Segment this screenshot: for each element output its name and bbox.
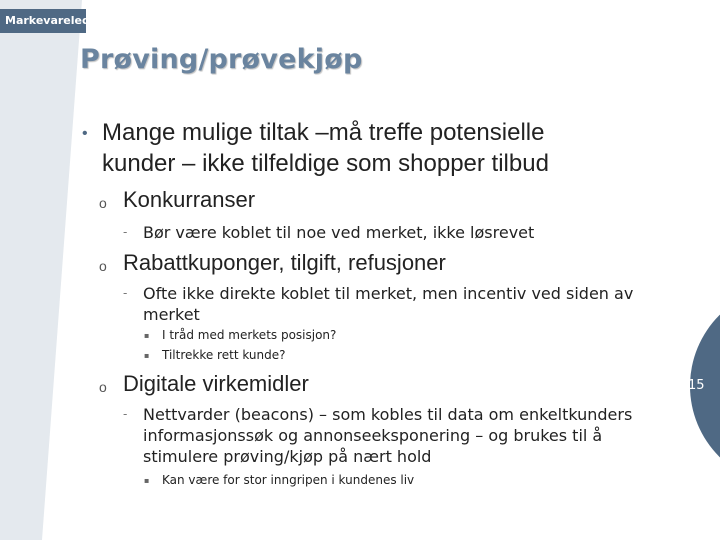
rabatt-marker: o (99, 258, 107, 274)
rabatt-text: Rabattkuponger, tilgift, refusjoner (123, 250, 446, 275)
digitale-sub-line-3: stimulere prøving/kjøp på nært hold (143, 447, 432, 466)
rabatt-subsub-bullet-2 (144, 347, 286, 363)
digitale-bullet (99, 371, 309, 397)
main-bullet-marker: • (82, 125, 88, 142)
digitale-sub-bullet (123, 404, 633, 467)
konkurranser-bullet (99, 187, 256, 213)
digitale-subsub-marker-1: ▪ (144, 476, 150, 485)
konkurranser-text: Konkurranser (123, 187, 256, 212)
digitale-sub-line-2: informasjonssøk og annonseeksponering – og brukes til å (143, 426, 603, 445)
konkurranser-sub-marker: - (123, 225, 128, 239)
main-bullet-line-2: kunder – ikke tilfeldige som shopper tilbud (102, 150, 549, 177)
digitale-subsub-bullet-1 (144, 472, 415, 488)
digitale-sub-marker: - (123, 407, 128, 421)
rabatt-sub-bullet (123, 283, 634, 325)
page-title: Prøving/prøvekjøp (80, 44, 363, 75)
rabatt-subsub-marker-1: ▪ (144, 331, 150, 340)
konkurranser-sub-bullet (123, 222, 535, 243)
rabatt-sub-line-1: Ofte ikke direkte koblet til merket, men incentiv ved siden av (143, 284, 634, 303)
digitale-marker: o (99, 379, 107, 395)
main-bullet-line-1: Mange mulige tiltak –må treffe potensielle (102, 119, 545, 146)
rabatt-subsub-marker-2: ▪ (144, 351, 150, 360)
rabatt-sub-line-2: merket (143, 305, 200, 324)
page-number: 15 (688, 378, 705, 393)
rabatt-subsub-text-1: I tråd med merkets posisjon? (162, 328, 337, 342)
konkurranser-marker: o (99, 195, 107, 211)
rabatt-sub-marker: - (123, 286, 128, 300)
digitale-sub-line-1: Nettvarder (beacons) – som kobles til data om enkeltkunders (143, 405, 633, 424)
digitale-text: Digitale virkemidler (123, 371, 309, 396)
konkurranser-sub-text: Bør være koblet til noe ved merket, ikke løsrevet (143, 223, 535, 242)
rabatt-subsub-bullet-1 (144, 327, 337, 343)
brand-label: Markevareledelse (0, 9, 86, 33)
rabatt-subsub-text-2: Tiltrekke rett kunde? (162, 348, 286, 362)
main-bullet (82, 117, 549, 179)
digitale-subsub-text-1: Kan være for stor inngripen i kundenes liv (162, 473, 415, 487)
left-wedge-shape (0, 0, 82, 540)
rabatt-bullet (99, 250, 446, 276)
